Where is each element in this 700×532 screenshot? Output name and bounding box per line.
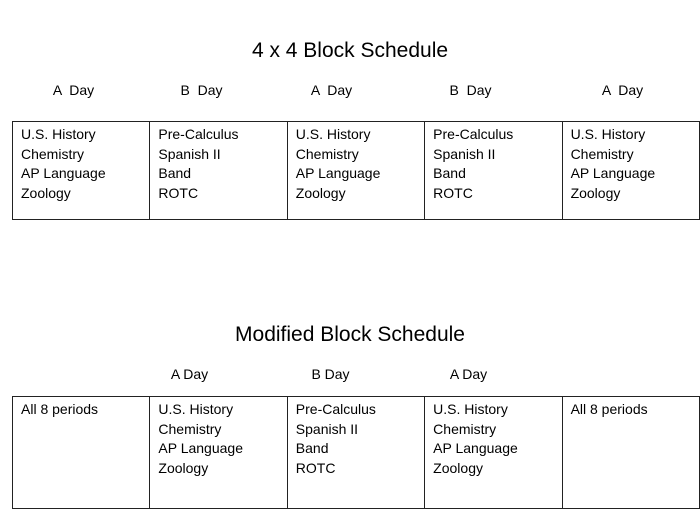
modified-schedule-table — [12, 396, 700, 509]
class-name: Zoology — [158, 459, 209, 476]
table-row — [13, 122, 700, 220]
day-label: B Day — [311, 366, 350, 382]
class-name: U.S. History — [570, 126, 646, 142]
day-label: A Day — [310, 82, 353, 98]
class-name: U.S. History — [433, 401, 508, 417]
class-name: Spanish II — [158, 145, 221, 162]
class-name: Zoology — [570, 184, 621, 201]
table-row — [13, 397, 700, 509]
schedule-cell — [150, 397, 287, 509]
block-schedule-day-labels — [0, 80, 700, 100]
class-name: Chemistry — [295, 145, 359, 162]
day-label: B Day — [180, 82, 223, 98]
class-name: ROTC — [295, 459, 336, 476]
class-name: Zoology — [21, 184, 71, 201]
class-name: Spanish II — [295, 420, 359, 437]
schedule-cell — [13, 122, 150, 220]
block-schedule-title: 4 x 4 Block Schedule — [251, 39, 449, 62]
class-name: Chemistry — [570, 145, 634, 162]
class-name: AP Language — [433, 440, 518, 456]
schedule-cell — [562, 122, 699, 220]
modified-schedule-title: Modified Block Schedule — [235, 323, 465, 346]
schedule-cell — [150, 122, 287, 220]
class-name: Chemistry — [433, 420, 497, 437]
class-name: U.S. History — [158, 401, 234, 417]
schedule-cell — [287, 397, 424, 509]
class-name: Spanish II — [433, 145, 496, 162]
class-name: Pre-Calculus — [158, 126, 239, 142]
class-name: AP Language — [570, 165, 656, 181]
class-name: AP Language — [158, 440, 243, 456]
class-name: Chemistry — [158, 420, 222, 437]
day-label: A Day — [52, 82, 95, 98]
class-name: Band — [295, 440, 329, 456]
class-name: Band — [433, 165, 466, 181]
class-name: U.S. History — [295, 126, 371, 142]
day-label: A Day — [170, 366, 209, 382]
class-name: All 8 periods — [570, 401, 648, 417]
block-schedule-table — [12, 121, 700, 220]
class-name: Zoology — [295, 184, 346, 201]
schedule-cell — [287, 122, 424, 220]
schedule-cell — [13, 397, 150, 509]
class-name: Band — [158, 165, 192, 181]
class-name: Pre-Calculus — [295, 401, 376, 417]
schedule-cell — [562, 397, 699, 509]
class-name: U.S. History — [21, 126, 96, 142]
day-label: A Day — [449, 366, 488, 382]
class-name: ROTC — [433, 184, 473, 201]
modified-schedule-day-labels — [0, 364, 700, 384]
class-name: Zoology — [433, 459, 483, 476]
class-name: Pre-Calculus — [433, 126, 514, 142]
day-label: A Day — [601, 82, 644, 98]
class-name: AP Language — [295, 165, 381, 181]
class-name: Chemistry — [21, 145, 85, 162]
class-name: AP Language — [21, 165, 106, 181]
class-name: All 8 periods — [21, 401, 99, 417]
day-label: B Day — [449, 82, 492, 98]
schedule-cell — [425, 397, 562, 509]
schedule-cell — [425, 122, 562, 220]
class-name: ROTC — [158, 184, 199, 201]
